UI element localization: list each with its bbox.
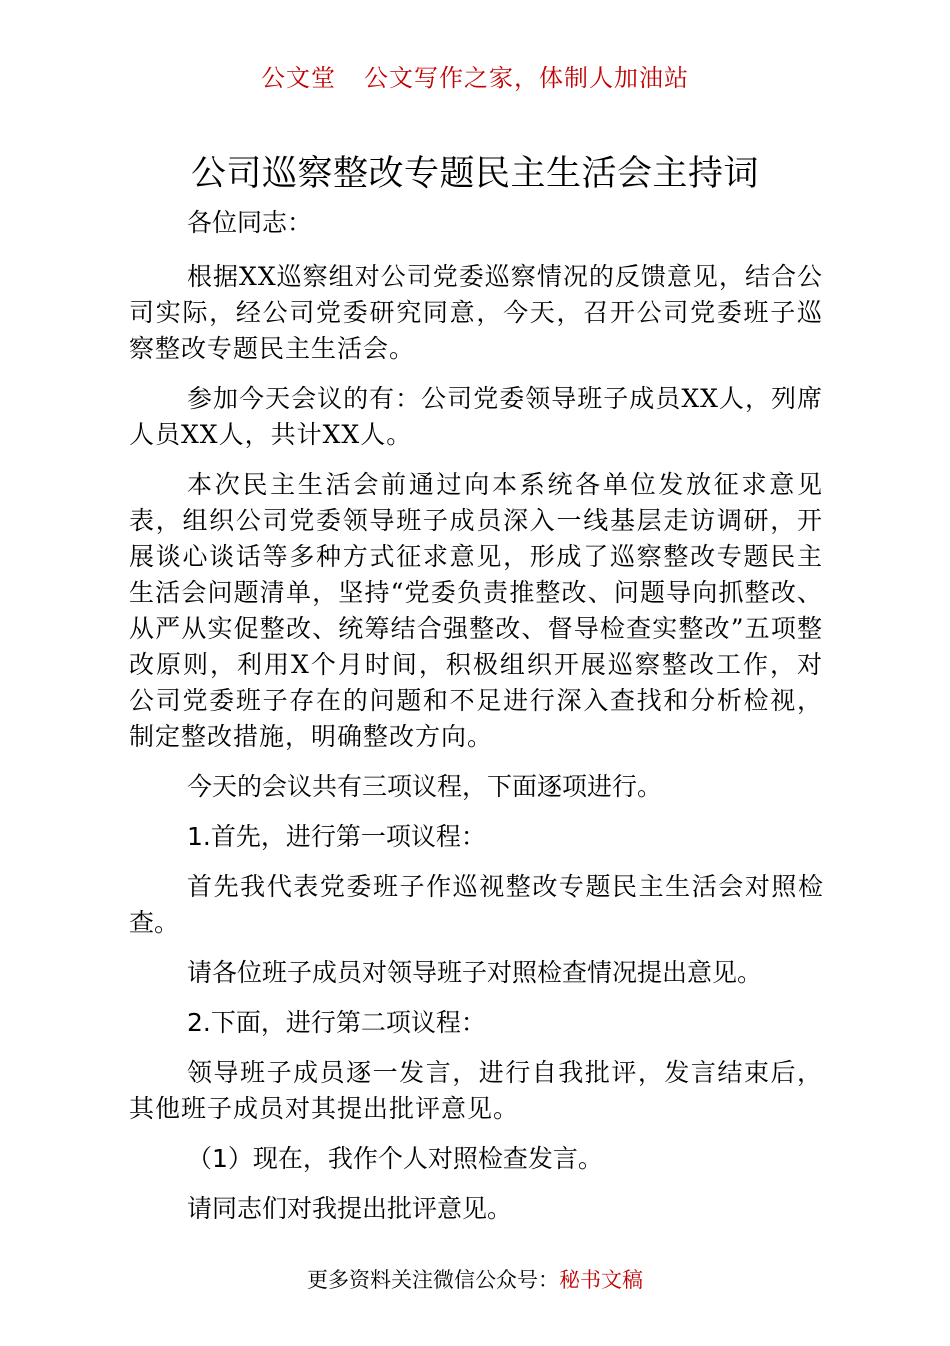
paragraph-purpose: 根据XX巡察组对公司党委巡察情况的反馈意见，结合公司实际，经公司党委研究同意，今天，召开公司党委班子巡察整改专题民主生活会。: [129, 262, 823, 363]
agenda-item-2: 2.下面，进行第二项议程：: [187, 1008, 486, 1037]
personal-statement: （1）现在，我作个人对照检查发言。: [187, 1144, 603, 1173]
page-footer: [0, 1264, 950, 1294]
agenda-item-1-text: 首先我代表党委班子作巡视整改专题民主生活会对照检查。: [129, 872, 823, 937]
site-header: [0, 58, 950, 93]
salutation: 各位同志：: [187, 208, 313, 237]
agenda-item-1-request: 请各位班子成员对领导班子对照检查情况提出意见。: [187, 958, 763, 987]
brand-slogan: 公文写作之家，体制人加油站: [364, 64, 689, 92]
paragraph-attendees: 参加今天会议的有：公司党委领导班子成员XX人，列席人员XX人，共计XX人。: [129, 384, 823, 449]
agenda-item-1: 1.首先，进行第一项议程：: [187, 822, 486, 851]
document-title: 公司巡察整改专题民主生活会主持词: [190, 154, 759, 194]
personal-statement-request: 请同志们对我提出批评意见。: [187, 1194, 513, 1223]
paragraph-agenda-intro: 今天的会议共有三项议程，下面逐项进行。: [187, 772, 663, 801]
document-body: [129, 205, 823, 1227]
paragraph-background: 本次民主生活会前通过向本系统各单位发放征求意见表，组织公司党委领导班子成员深入一线基层走访调研，开展谈心谈话等多种方式征求意见，形成了巡察整改专题民主生活会问题清单，坚持“党委负责推整改、问题导向抓整改、从严从实促整改、统筹结合强整改、督导检查实整改”五项整改原则，利用X个月时间，积极组织开展巡察整改工作，对公司党委班子存在的问题和不足进行深入查找和分析检视，制定整改措施，明确整改方向。: [129, 470, 823, 751]
footer-prefix: 更多资料关注微信公众号：: [307, 1268, 559, 1292]
footer-account: 秘书文稿: [559, 1268, 643, 1292]
agenda-item-2-text: 领导班子成员逐一发言，进行自我批评，发言结束后，其他班子成员对其提出批评意见。: [129, 1058, 823, 1123]
brand-name: 公文堂: [261, 64, 336, 92]
